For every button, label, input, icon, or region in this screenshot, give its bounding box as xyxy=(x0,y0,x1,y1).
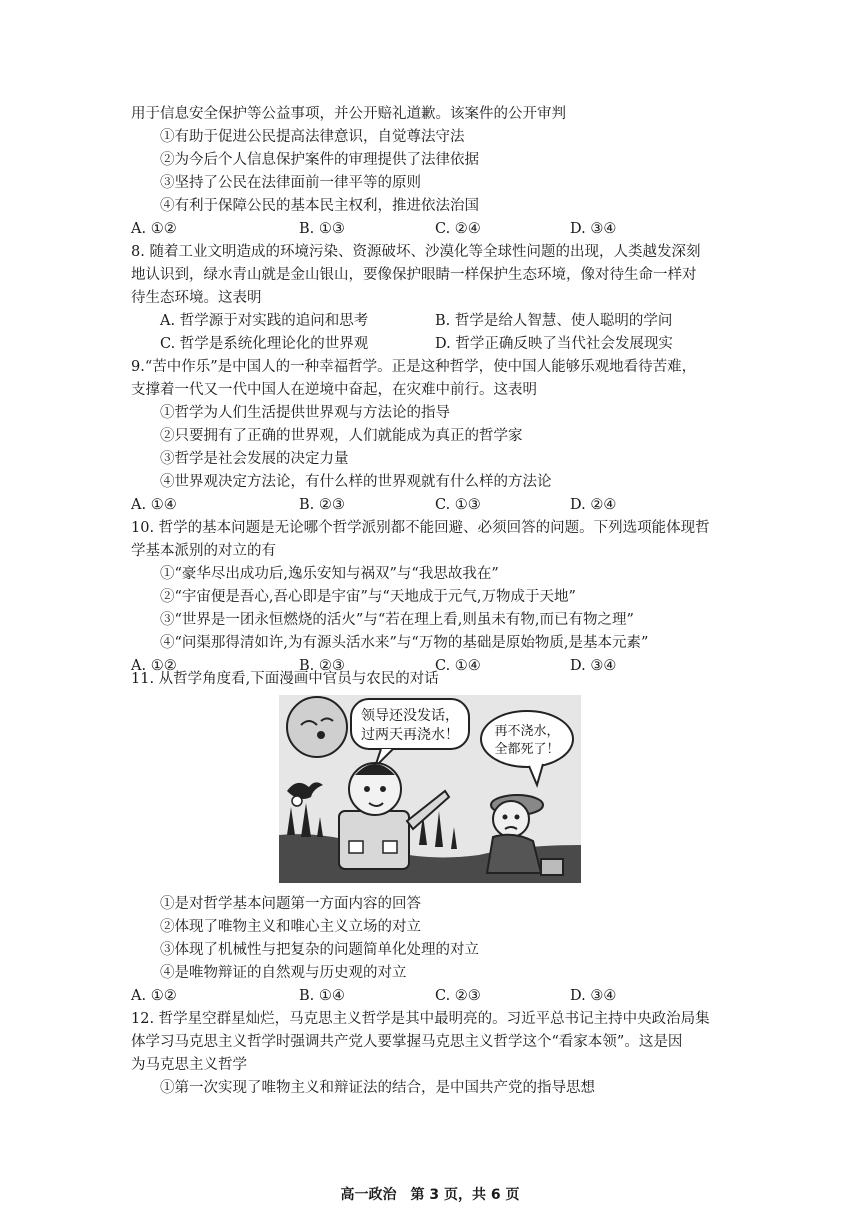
q8-option-b: B. 哲学是给人智慧、使人聪明的学问 xyxy=(435,313,673,329)
q12-item-1: ①第一次实现了唯物主义和辩证法的结合，是中国共产党的指导思想 xyxy=(160,1080,595,1096)
q11-item-3: ③体现了机械性与把复杂的问题简单化处理的对立 xyxy=(160,942,479,958)
q9-option-c: C. ①③ xyxy=(435,497,481,513)
farmer-speech-line-1: 再不浇水， xyxy=(494,724,560,739)
q9-item-2: ②只要拥有了正确的世界观，人们就能成为真正的哲学家 xyxy=(160,428,523,444)
q10-stem-line-1: 10. 哲学的基本问题是无论哪个哲学派别都不能回避、必须回答的问题。下列选项能体现哲 xyxy=(131,520,710,536)
q10-option-a: A. ①② xyxy=(131,658,177,674)
q10-stem-line-2: 学基本派别的对立的有 xyxy=(131,543,276,559)
q11-option-d: D. ③④ xyxy=(570,988,617,1004)
q11-cartoon xyxy=(279,695,581,883)
q11-option-b: B. ①④ xyxy=(299,988,345,1004)
q9-stem-line-1: 9.“苦中作乐”是中国人的一种幸福哲学。正是这种哲学，使中国人能够乐观地看待苦难， xyxy=(131,359,697,375)
q10-item-1: ①“豪华尽出成功后,逸乐安知与祸双”与“我思故我在” xyxy=(160,566,499,582)
q9-option-a: A. ①④ xyxy=(131,497,177,513)
q9-stem-line-2: 支撑着一代又一代中国人在逆境中奋起，在灾难中前行。这表明 xyxy=(131,382,537,398)
q8-option-c: C. 哲学是系统化理论化的世界观 xyxy=(160,336,369,352)
q9-item-3: ③哲学是社会发展的决定力量 xyxy=(160,451,349,467)
q11-item-4: ④是唯物辩证的自然观与历史观的对立 xyxy=(160,965,407,981)
official-speech-line-1: 领导还没发话， xyxy=(361,708,459,724)
page-footer: 高一政治 第 3 页，共 6 页 xyxy=(340,1187,520,1203)
q10-item-4: ④“问渠那得清如许,为有源头活水来”与“万物的基础是原始物质,是基本元素” xyxy=(160,635,649,651)
q7-option-c: C. ②④ xyxy=(435,221,481,237)
q9-option-b: B. ②③ xyxy=(299,497,345,513)
q9-item-4: ④世界观决定方法论，有什么样的世界观就有什么样的方法论 xyxy=(160,474,552,490)
q7-item-1: ①有助于促进公民提高法律意识，自觉尊法守法 xyxy=(160,129,465,145)
q7-item-2: ②为今后个人信息保护案件的审理提供了法律依据 xyxy=(160,152,479,168)
q11-item-1: ①是对哲学基本问题第一方面内容的回答 xyxy=(160,896,421,912)
official-speech-line-2: 过两天再浇水！ xyxy=(361,727,459,743)
q10-item-2: ②“宇宙便是吾心,吾心即是宇宙”与“天地成于元气,万物成于天地” xyxy=(160,589,576,605)
q8-stem-line-1: 8. 随着工业文明造成的环境污染、资源破坏、沙漠化等全球性问题的出现，人类越发深刻 xyxy=(131,244,701,260)
q8-option-d: D. 哲学正确反映了当代社会发展现实 xyxy=(435,336,673,352)
q8-option-a: A. 哲学源于对实践的追问和思考 xyxy=(160,313,369,329)
q11-option-c: C. ②③ xyxy=(435,988,481,1004)
q12-stem-line-3: 为马克思主义哲学 xyxy=(131,1057,247,1073)
q9-item-1: ①哲学为人们生活提供世界观与方法论的指导 xyxy=(160,405,450,421)
q11-option-a: A. ①② xyxy=(131,988,177,1004)
q8-stem-line-3: 待生态环境。这表明 xyxy=(131,290,262,306)
q12-stem-line-2: 体学习马克思主义哲学时强调共产党人要掌握马克思主义哲学这个“看家本领”。这是因 xyxy=(131,1034,683,1050)
q7-option-a: A. ①② xyxy=(131,221,177,237)
q10-option-b: B. ②③ xyxy=(299,658,345,674)
q11-item-2: ②体现了唯物主义和唯心主义立场的对立 xyxy=(160,919,421,935)
sun-icon xyxy=(287,697,347,757)
q12-stem-line-1: 12. 哲学星空群星灿烂，马克思主义哲学是其中最明亮的。习近平总书记主持中央政治局集 xyxy=(131,1011,710,1027)
q7-option-b: B. ①③ xyxy=(299,221,345,237)
q7-option-d: D. ③④ xyxy=(570,221,617,237)
farmer-speech-line-2: 全都死了！ xyxy=(494,742,560,757)
q11-stem: 11. 从哲学角度看,下面漫画中官员与农民的对话 xyxy=(131,671,439,687)
q9-option-d: D. ②④ xyxy=(570,497,617,513)
q7-item-3: ③坚持了公民在法律面前一律平等的原则 xyxy=(160,175,421,191)
q10-option-d: D. ③④ xyxy=(570,658,617,674)
q8-stem-line-2: 地认识到，绿水青山就是金山银山，要像保护眼睛一样保护生态环境，像对待生命一样对 xyxy=(131,267,697,283)
q10-item-3: ③“世界是一团永恒燃烧的活火”与“若在理上看,则虽未有物,而已有物之理” xyxy=(160,612,634,628)
q7-stem-tail: 用于信息安全保护等公益事项，并公开赔礼道歉。该案件的公开审判 xyxy=(131,106,566,122)
q10-option-c: C. ①④ xyxy=(435,658,481,674)
q7-item-4: ④有利于保障公民的基本民主权利，推进依法治国 xyxy=(160,198,479,214)
